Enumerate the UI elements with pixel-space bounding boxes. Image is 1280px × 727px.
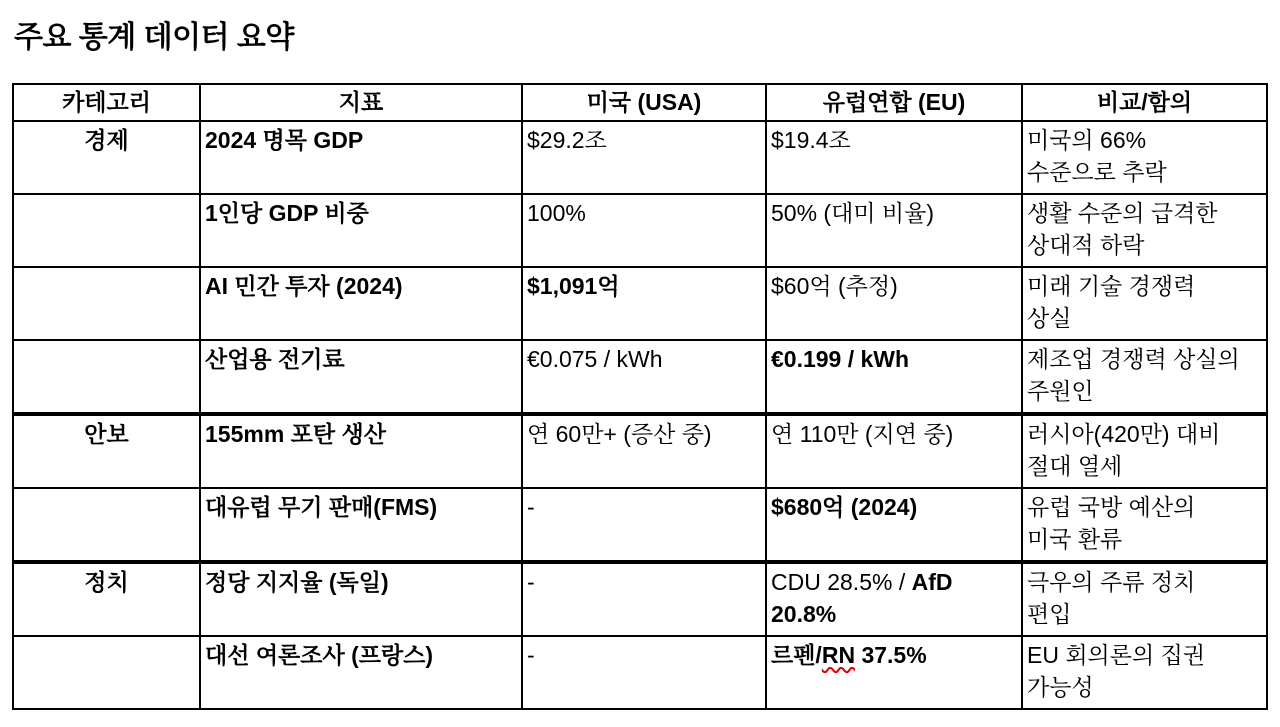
- cell-eu: [766, 636, 1022, 709]
- header-row: [13, 84, 1267, 121]
- column-header-category: 카테고리: [13, 84, 200, 121]
- summary-table: [12, 83, 1268, 710]
- cell-category: [13, 488, 200, 562]
- cell-text: 가능성: [1027, 674, 1094, 701]
- cell-indicator: [200, 488, 522, 562]
- cell-text: 주원인: [1027, 378, 1094, 405]
- table-row: [13, 636, 1267, 709]
- cell-text: 155mm 포탄 생산: [205, 420, 386, 447]
- cell-usa: [522, 414, 766, 488]
- cell-text: AI 민간 투자 (2024): [205, 272, 403, 299]
- cell-text: 20.8%: [771, 601, 837, 628]
- cell-text: 유럽 국방 예산의: [1027, 493, 1196, 520]
- cell-category: [13, 562, 200, 636]
- cell-text: -: [527, 641, 535, 668]
- cell-text: 정치: [84, 568, 129, 595]
- cell-category: [13, 267, 200, 340]
- cell-category: [13, 121, 200, 194]
- cell-note: [1022, 562, 1267, 636]
- cell-category: [13, 340, 200, 414]
- cell-eu: [766, 121, 1022, 194]
- cell-text: $1,091억: [527, 272, 620, 299]
- cell-indicator: [200, 267, 522, 340]
- table-row: [13, 488, 1267, 562]
- cell-indicator: [200, 562, 522, 636]
- cell-text: 상대적 하락: [1027, 232, 1145, 259]
- spellcheck-flagged-text: RN: [821, 641, 856, 668]
- cell-note: [1022, 414, 1267, 488]
- cell-text: 편입: [1027, 601, 1072, 628]
- cell-text: 연 60만+ (증산 중): [527, 420, 712, 447]
- cell-eu: [766, 562, 1022, 636]
- cell-text: AfD: [911, 568, 953, 595]
- cell-indicator: [200, 414, 522, 488]
- cell-note: [1022, 267, 1267, 340]
- cell-eu: [766, 194, 1022, 267]
- cell-indicator: [200, 636, 522, 709]
- cell-usa: [522, 340, 766, 414]
- cell-text: €0.075 / kWh: [527, 345, 663, 372]
- cell-usa: [522, 121, 766, 194]
- cell-eu: [766, 267, 1022, 340]
- cell-usa: [522, 636, 766, 709]
- page-title: 주요 통계 데이터 요약: [14, 21, 294, 54]
- table-row: [13, 562, 1267, 636]
- cell-category: [13, 194, 200, 267]
- cell-text: 제조업 경쟁력 상실의: [1027, 345, 1240, 372]
- cell-text: 미국의 66%: [1027, 126, 1147, 153]
- cell-note: [1022, 488, 1267, 562]
- cell-text: 연 110만 (지연 중): [771, 420, 954, 447]
- cell-usa: [522, 267, 766, 340]
- cell-category: [13, 414, 200, 488]
- cell-text: 생활 수준의 급격한: [1027, 199, 1218, 226]
- cell-indicator: [200, 121, 522, 194]
- cell-usa: [522, 194, 766, 267]
- cell-text: 러시아(420만) 대비: [1027, 420, 1221, 447]
- column-header-eu: 유럽연합 (EU): [766, 84, 1022, 121]
- cell-indicator: [200, 340, 522, 414]
- cell-text: 2024 명목 GDP: [205, 126, 364, 153]
- cell-text: €0.199 / kWh: [771, 345, 910, 372]
- cell-text: $29.2조: [527, 126, 607, 153]
- cell-text: 37.5%: [855, 641, 927, 668]
- cell-note: [1022, 121, 1267, 194]
- cell-text: 미국 환류: [1027, 526, 1123, 553]
- cell-text: 대선 여론조사 (프랑스): [205, 641, 434, 668]
- cell-text: 상실: [1027, 305, 1072, 332]
- cell-text: 정당 지지율 (독일): [205, 568, 389, 595]
- cell-text: 미래 기술 경쟁력: [1027, 272, 1196, 299]
- cell-text: -: [527, 493, 535, 520]
- cell-category: [13, 636, 200, 709]
- table-body: [13, 121, 1267, 709]
- cell-eu: [766, 414, 1022, 488]
- cell-text: 절대 열세: [1027, 453, 1123, 480]
- cell-text: $60억 (추정): [771, 272, 898, 299]
- table-row: [13, 414, 1267, 488]
- cell-text: 산업용 전기료: [205, 345, 345, 372]
- table-row: [13, 121, 1267, 194]
- cell-text: $680억 (2024): [771, 493, 918, 520]
- cell-text: 경제: [84, 126, 129, 153]
- cell-text: 대유럽 무기 판매(FMS): [205, 493, 438, 520]
- cell-text: -: [527, 568, 535, 595]
- cell-note: [1022, 194, 1267, 267]
- cell-usa: [522, 562, 766, 636]
- cell-note: [1022, 340, 1267, 414]
- cell-text: $19.4조: [771, 126, 851, 153]
- table-row: [13, 340, 1267, 414]
- cell-text: 극우의 주류 정치: [1027, 568, 1196, 595]
- cell-text: 르펜/: [771, 641, 822, 668]
- column-header-indicator: 지표: [200, 84, 522, 121]
- cell-eu: [766, 340, 1022, 414]
- cell-eu: [766, 488, 1022, 562]
- cell-text: EU 회의론의 집권: [1027, 641, 1206, 668]
- cell-note: [1022, 636, 1267, 709]
- table-row: [13, 267, 1267, 340]
- cell-text: 1인당 GDP 비중: [205, 199, 369, 226]
- cell-usa: [522, 488, 766, 562]
- cell-text: 50% (대미 비율): [771, 199, 935, 226]
- column-header-comparison: 비교/함의: [1022, 84, 1267, 121]
- cell-indicator: [200, 194, 522, 267]
- cell-text: 안보: [84, 420, 129, 447]
- cell-text: CDU 28.5% /: [771, 568, 912, 595]
- cell-text: 수준으로 추락: [1027, 159, 1167, 186]
- column-header-usa: 미국 (USA): [522, 84, 766, 121]
- cell-text: 100%: [527, 199, 586, 226]
- table-row: [13, 194, 1267, 267]
